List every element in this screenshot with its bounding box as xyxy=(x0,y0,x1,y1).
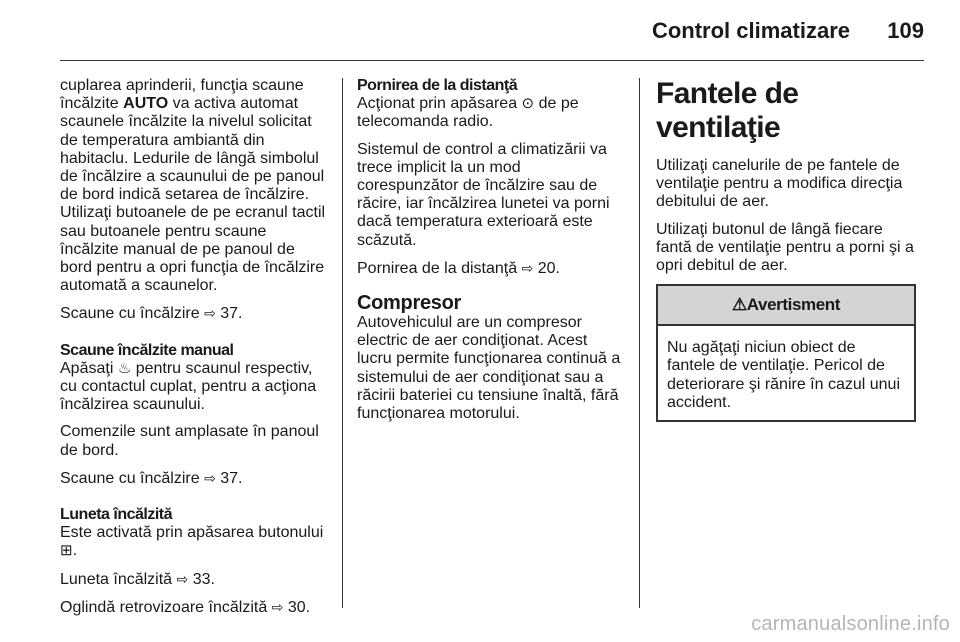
column-1 xyxy=(60,77,328,626)
column-divider-2 xyxy=(639,78,640,608)
vents-paragraph-1: Utilizaţi canelurile de pe fantele de ventilaţie pentru a modifica direcţia debitului de aer. xyxy=(656,157,903,211)
reference-arrow-icon: ⇨ xyxy=(204,469,216,486)
header-rule xyxy=(60,60,924,61)
reference-arrow-icon: ⇨ xyxy=(271,598,284,615)
rear-defrost-icon: ⊞ xyxy=(60,542,73,560)
page-header-title: Control climatizare xyxy=(651,18,850,43)
section-title: Fantele de ventilaţie xyxy=(656,77,799,144)
cross-reference[interactable]: Luneta încălzită ⇨ 33. xyxy=(60,570,215,588)
warning-header xyxy=(658,286,914,326)
auto-label: AUTO xyxy=(123,95,169,113)
section-heading: Luneta încălzită xyxy=(60,506,173,524)
reference-arrow-icon: ⇨ xyxy=(176,570,189,587)
warning-label: Avertisment xyxy=(746,295,841,315)
vents-paragraph-2: Utilizaţi butonul de lângă fiecare fantă de ventilaţie pentru a porni şi a opri debitul de aer. xyxy=(656,220,914,275)
compressor-paragraph: Autovehiculul are un compresor electric de aer condiţionat. Acest lucru permite funcţionarea continuă a sistemului de aer condiţionat sau a răcirii bateriei cu tensiune înaltă, fără funcţionarea motorului. xyxy=(357,314,621,423)
seat-heater-icon: ♨ xyxy=(117,359,132,377)
controls-paragraph: Comenzile sunt amplasate în panoul de bord. xyxy=(60,423,319,459)
remote-start-icon: ⊙ xyxy=(521,95,535,113)
section-heading: Pornirea de la distanţă xyxy=(357,77,518,94)
cross-reference[interactable]: Scaune cu încălzire ⇨ 37. xyxy=(60,305,243,323)
section-heading: Scaune încălzite manual xyxy=(60,341,234,359)
reference-arrow-icon: ⇨ xyxy=(521,259,534,276)
section-rear-window xyxy=(60,506,328,617)
cross-reference[interactable]: Scaune cu încălzire ⇨ 37. xyxy=(60,469,243,487)
warning-triangle-icon: ⚠ xyxy=(731,295,747,315)
warning-box xyxy=(656,284,916,422)
section-heading: Compresor xyxy=(357,292,461,315)
cross-reference[interactable]: Pornirea de la distanţă ⇨ 20. xyxy=(357,259,560,277)
column-divider-1 xyxy=(342,78,343,608)
intro-paragraph: cuplarea aprinderii, funcţia scaune încălzite AUTO va activa automat scaunele încălzite la nivelul solicitat de temperatura ambiantă din habitaclu. Ledurile de lângă simbolul de încălzire a scaunului de pe panoul de bord indică setarea de încălzire. Utilizaţi butoanele de pe ecranul tactil sau butoanele pentru scaune încălzite manual de pe panoul de bord pentru a opri funcţia de încălzire automată a scaunelor. xyxy=(60,77,326,295)
column-3 xyxy=(656,77,920,422)
warning-text: Nu agăţaţi niciun obiect de fantele de ventilaţie. Pericol de deteriorare şi rănire în cazul unui accident. xyxy=(667,339,901,411)
section-manual-seats xyxy=(60,342,328,488)
watermark: carmanualsonline.info xyxy=(751,613,950,635)
climate-paragraph: Sistemul de control a climatizării va trece implicit la un mod corespunzător de încălzire sau de răcire, iar încălzirea lunetei va porni dacă temperatura exterioară este scăzută. xyxy=(357,140,610,249)
page-number: 109 xyxy=(887,18,924,43)
cross-reference[interactable]: Oglindă retrovizoare încălzită ⇨ 30. xyxy=(60,598,311,616)
manual-paragraph: Apăsaţi ♨ pentru scaunul respectiv, cu contactul cuplat, pentru a acţiona încălzirea scaunului. xyxy=(60,359,317,414)
reference-arrow-icon: ⇨ xyxy=(204,305,216,322)
column-2 xyxy=(357,77,625,432)
remote-paragraph: Acţionat prin apăsarea ⊙ de pe telecomanda radio. xyxy=(357,95,579,131)
rear-paragraph: Este activată prin apăsarea butonului ⊞. xyxy=(60,524,324,560)
